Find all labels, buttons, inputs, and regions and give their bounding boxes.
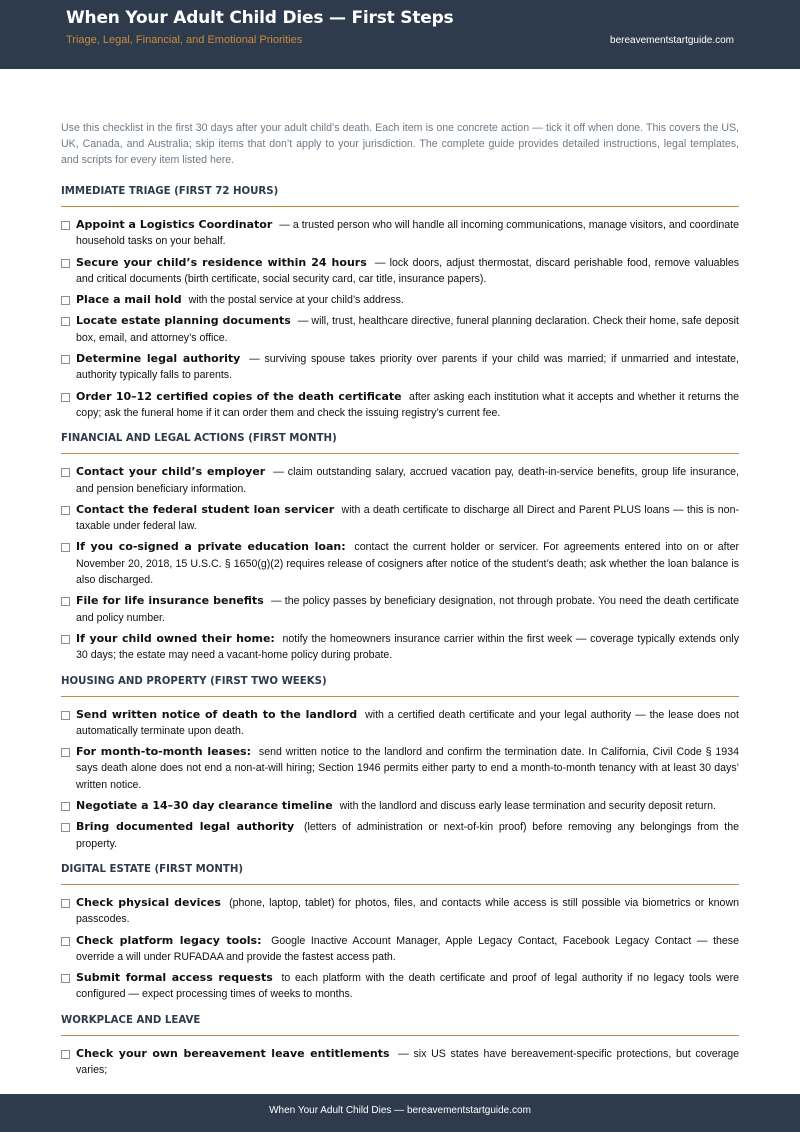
item-text: — lock doors, adjust thermostat, discard perishable food, remove valuables and critical documents (birth certificate, social security card, car title, insurance papers). [76,256,740,285]
item-lead: Determine legal authority [76,352,241,366]
checkbox[interactable] [61,802,70,811]
checklist-item [61,744,739,793]
checkbox[interactable] [61,259,70,268]
item-text: — a trusted person who will handle all incoming communications, manage visitors, and coordinate household tasks on your behalf. [76,219,739,248]
item-lead: Locate estate planning documents [76,314,291,328]
item-lead: File for life insurance benefits [76,594,264,608]
item-text: notify the homeowners insurance carrier within the first week — coverage typically extends only 30 days; the estate may need a vacant-home policy during probate. [76,632,739,662]
checklist [61,464,739,663]
page-footer [0,1094,800,1132]
checklist [61,895,739,1003]
checkbox[interactable] [61,899,70,908]
item-text: (letters of administration or next-of-kin proof) before removing any belongings from the property. [76,821,739,850]
item-lead: Contact the federal student loan servicer [76,502,335,516]
checkbox[interactable] [61,597,70,606]
checklist-item [61,502,739,535]
checkbox[interactable] [61,296,70,305]
checklist [61,1046,739,1079]
item-text: Google Inactive Account Manager, Apple Legacy Contact, Facebook Legacy Contact — these override a will under RUFADAA and provide the fastest access path. [76,934,739,963]
checkbox[interactable] [61,506,70,515]
checklist-item [61,313,739,346]
item-lead: Secure your child’s residence within 24 hours [76,255,367,269]
item-text: with the postal service at your child’s address. [188,294,404,307]
checklist-item [61,217,739,250]
checklist-item [61,631,739,664]
checklist-item [61,292,739,308]
checkbox[interactable] [61,543,70,552]
checkbox[interactable] [61,1050,70,1059]
checklist-item [61,539,739,588]
item-lead: Check platform legacy tools: [76,933,262,947]
item-text: with a death certificate to discharge all Direct and Parent PLUS loans — this is non-taxable under federal law. [76,503,739,533]
checklist-item [61,464,739,497]
item-text: with the landlord and discuss early lease termination and security deposit return. [339,800,716,813]
checklist-item [61,798,739,814]
item-text: after asking each institution what it accepts and whether it returns the copy; ask the funeral home if it can order them and check the issuing registry’s current fee. [76,390,739,419]
section-title: IMMEDIATE TRIAGE (FIRST 72 HOURS) [61,186,739,207]
checkbox[interactable] [61,635,70,644]
checklist-item [61,593,739,626]
page-title: When Your Adult Child Dies — First Steps [66,8,454,28]
checkbox[interactable] [61,468,70,477]
checklist-sections [61,186,739,1078]
item-lead: Negotiate a 14–30 day clearance timeline [76,799,333,813]
item-text: — claim outstanding salary, accrued vacation pay, death-in-service benefits, group life insurance, and pension beneficiary information. [76,466,739,495]
header-site-link[interactable]: bereavementstartguide.com [610,35,734,46]
footer-text: When Your Adult Child Dies — bereavementstartguide.com [269,1105,531,1116]
checklist-item [61,255,739,288]
item-text: — the policy passes by beneficiary designation, not through probate. You need the death certificate and policy number. [76,595,739,624]
item-lead: Appoint a Logistics Coordinator [76,218,273,231]
checklist-item [61,819,739,852]
item-lead: Contact your child’s employer [76,465,266,479]
section-title: FINANCIAL AND LEGAL ACTIONS (FIRST MONTH) [61,433,739,454]
item-text: contact the current holder or servicer. For agreements entered into on or after November 20, 2018, 15 U.S.C. § 1650(g)(2) requires release of cosigners after notice of the student’s death; ask whether the loan balance is also discharged. [76,541,739,587]
item-lead: Bring documented legal authority [76,820,295,834]
item-lead: Place a mail hold [76,293,182,307]
checkbox[interactable] [61,355,70,364]
section-title: HOUSING AND PROPERTY (FIRST TWO WEEKS) [61,676,739,697]
item-text: (phone, laptop, tablet) for photos, files, and contacts while access is still possible via biometrics or known passcodes. [76,896,739,926]
checkbox[interactable] [61,748,70,757]
item-lead: Check your own bereavement leave entitlements [76,1046,390,1060]
item-text: — six US states have bereavement-specific protections, but coverage varies; [76,1047,739,1076]
item-text: — will, trust, healthcare directive, funeral planning declaration. Check their home, safe deposit box, email, and attorney’s office. [76,315,739,344]
intro-paragraph: Use this checklist in the first 30 days after your adult child’s death. Each item is one concrete action — tick it off when done. This covers the US, UK, Canada, and Australia; skip items that don’t apply to your jurisdiction. The complete guide provides detailed instructions, legal templates, and scripts for every item listed here. [61,122,739,166]
item-lead: If your child owned their home: [76,631,275,645]
checklist [61,707,739,852]
checkbox[interactable] [61,974,70,983]
item-text: to each platform with the death certificate and proof of legal authority if no legacy tools were configured — expect processing times of weeks to months. [76,972,739,1001]
item-text: with a certified death certificate and your legal authority — the lease does not automatically terminate upon death. [76,708,740,737]
checkbox[interactable] [61,317,70,326]
checkbox[interactable] [61,823,70,832]
checkbox[interactable] [61,393,70,402]
checklist-item [61,933,739,966]
checkbox[interactable] [61,221,70,230]
section-title: WORKPLACE AND LEAVE [61,1015,739,1036]
item-text: — surviving spouse takes priority over parents if your child was married; if unmarried and intestate, authority typically falls to parents. [76,353,739,382]
checklist-content [61,120,739,1090]
checkbox[interactable] [61,937,70,946]
item-lead: Check physical devices [76,895,221,909]
checklist [61,217,739,421]
checklist-item [61,707,739,740]
checklist-item [61,389,739,422]
checklist-item [61,1046,739,1079]
section-title: DIGITAL ESTATE (FIRST MONTH) [61,864,739,885]
item-lead: Submit formal access requests [76,971,273,985]
item-lead: Send written notice of death to the landlord [76,707,358,721]
item-lead: Order 10–12 certified copies of the death certificate [76,389,402,403]
checkbox[interactable] [61,711,70,720]
item-text: send written notice to the landlord and confirm the termination date. In California, Civil Code § 1934 says death alone does not end a non-at-will hiring; Section 1946 permits either party to end a month-to-month tenancy with at least 30 days’ written notice. [76,746,739,791]
item-lead: If you co-signed a private education loan: [76,540,346,554]
checklist-item [61,895,739,928]
item-lead: For month-to-month leases: [76,745,252,759]
page-subtitle: Triage, Legal, Financial, and Emotional Priorities [66,34,303,46]
checklist-item [61,970,739,1003]
page-header [0,0,800,69]
checklist-item [61,351,739,384]
